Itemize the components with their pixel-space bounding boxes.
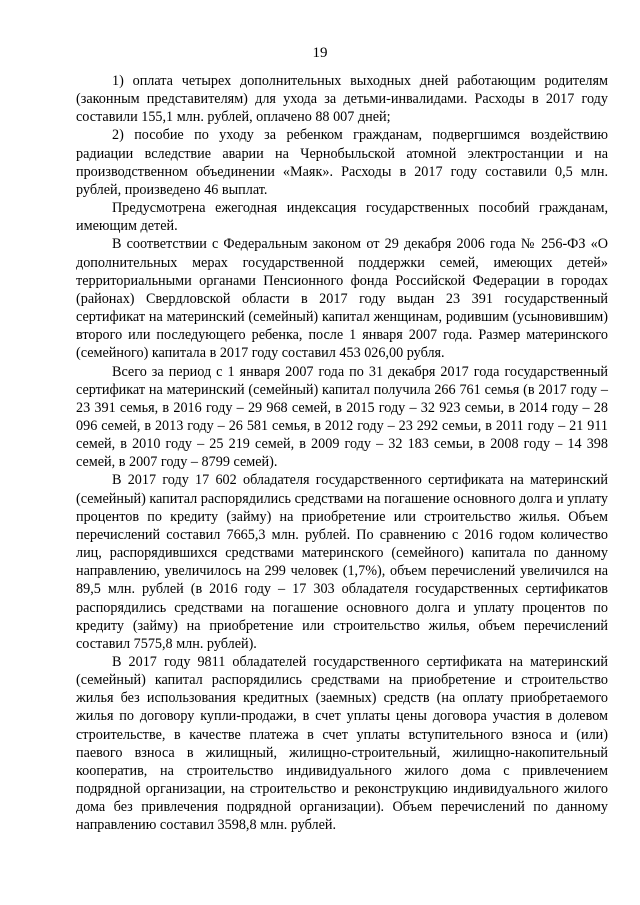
paragraph-working-parents-days-off: 1) оплата четырех дополнительных выходных дней работающим родителям (законным представителям) для ухода за детьми-инвалидами. Расходы в 2017 году составили 155,1 млн. рублей, оплачено 88 007 дней; <box>76 73 608 126</box>
paragraph-housing-without-credit: В 2017 году 9811 обладателей государственного сертификата на материнский (семейный) капитал распорядились средствами на приобретение и строительство жилья без использования кредитных (заемных) средств (на оплату приобретаемого жилья по договору купли-продажи, в счет уплаты цены договора участия в долевом строительстве, в качестве платежа в счет уплаты вступительного взноса и (или) паевого взноса в жилищный, жилищно-строительный, жилищно-накопительный кооператив, на строительство индивидуального жилого дома с привлечением подрядной организации, на строительство и реконструкцию индивидуального жилого дома без привлечения подрядной организации). Объем перечислений по данному направлению составил 3598,8 млн. рублей. <box>76 654 608 834</box>
paragraph-certificates-total-by-year: Всего за период с 1 января 2007 года по 31 декабря 2017 года государственный сертификат на материнский (семейный) капитал получила 266 761 семья (в 2017 году – 23 391 семья, в 2016 году – 29 968 семей, в 2015 году – 32 923 семьи, в 2014 году – 28 096 семей, в 2013 году – 26 581 семья, в 2012 году – 23 292 семьи, в 2011 году – 21 911 семей, в 2010 году – 25 219 семей, в 2009 году – 32 183 семьи, в 2008 году – 14 398 семей, в 2007 году – 8799 семей). <box>76 363 608 471</box>
paragraph-federal-law-maternity-capital: В соответствии с Федеральным законом от 29 декабря 2006 года № 256-ФЗ «О дополнительных мерах государственной поддержки семей, имеющих детей» территориальными органами Пенсионного фонда Российской Федерации в городах (районах) Свердловской области в 2017 году выдан 23 391 государственный сертификат на материнский (семейный) капитал женщинам, родившим (усыновившим) второго или последующего ребенка, после 1 января 2007 года. Размер материнского (семейного) капитала в 2017 году составил 453 026,00 рубля. <box>76 236 608 362</box>
paragraph-annual-indexation: Предусмотрена ежегодная индексация государственных пособий гражданам, имеющим детей. <box>76 200 608 235</box>
paragraph-chernobyl-child-care-allowance: 2) пособие по уходу за ребенком гражданам, подвергшимся воздействию радиации вследствие аварии на Чернобыльской атомной электростанции и на производственном объединении «Маяк». Расходы в 2017 году составили 0,5 млн. рублей, произведено 46 выплат. <box>76 127 608 198</box>
page-number: 19 <box>312 45 328 61</box>
paragraph-mortgage-repayment: В 2017 году 17 602 обладателя государственного сертификата на материнский (семейный) капитал распорядились средствами на погашение основного долга и уплату процентов по кредиту (займу) на приобретение или строительство жилья. Объем перечислений составил 7665,3 млн. рублей. По сравнению с 2016 годом количество лиц, распорядившихся средствами материнского (семейного) капитала по данному направлению, увеличилось на 299 человек (1,7%), объем перечислений увеличился на 89,5 млн. рублей (в 2016 году – 17 303 обладателя государственных сертификатов распорядились средствами на погашение основного долга и уплату процентов по кредиту (займу) на приобретение или строительство жилья, объем перечислений составил 7575,8 млн. рублей). <box>76 472 608 652</box>
document-body <box>76 72 608 835</box>
